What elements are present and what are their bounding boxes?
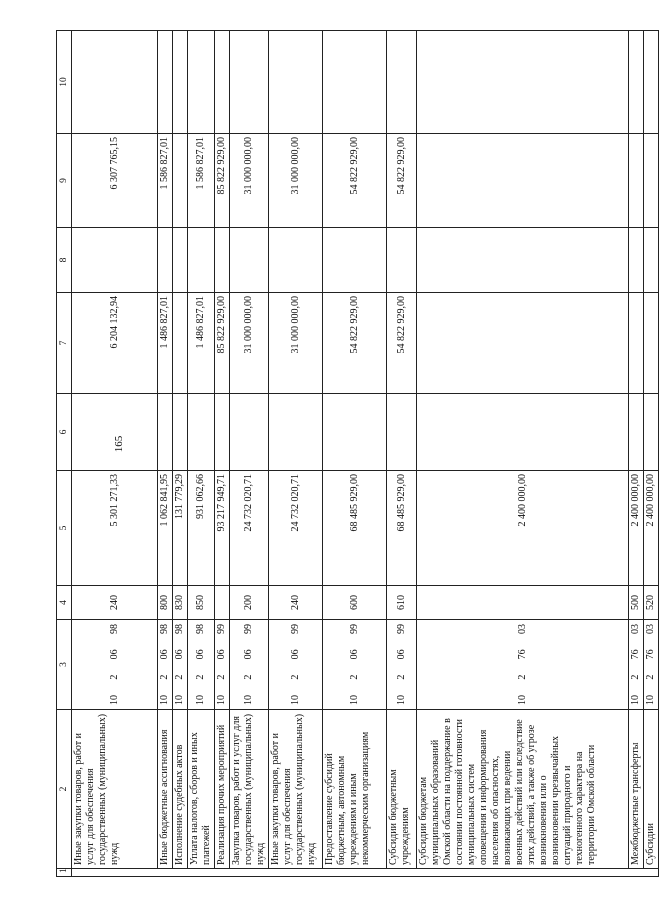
code-program: 2 bbox=[216, 674, 227, 680]
value-col7: 54 822 929,00 bbox=[387, 293, 417, 394]
code-subprogram: 06 bbox=[216, 649, 227, 660]
value-col10 bbox=[417, 31, 629, 134]
header-cell: 7 bbox=[57, 293, 72, 394]
code-item: 99 bbox=[395, 624, 407, 635]
expense-type: 600 bbox=[323, 586, 387, 620]
budget-codes bbox=[629, 620, 644, 710]
code-program: 2 bbox=[174, 674, 185, 680]
code-item: 98 bbox=[174, 624, 185, 635]
code-section: 10 bbox=[289, 695, 301, 705]
row-name: Субсидии бюджетам муниципальных образований Омской области на поддержание в состоянии постоянной готовности муниципальных систем оповещения и информирования населения об опасностях, возникающих при ведении военных действий или вследствие этих действий, а также об угрозе возникновения или о возникновении чрезвычайных ситуаций природного и техногенного характера на территории Омской области bbox=[417, 710, 629, 869]
value-col8 bbox=[323, 228, 387, 293]
value-col6 bbox=[323, 394, 387, 471]
code-item: 03 bbox=[516, 624, 528, 635]
code-subprogram: 76 bbox=[630, 649, 641, 660]
code-subprogram: 06 bbox=[289, 649, 301, 660]
value-col9: 85 822 929,00 bbox=[215, 134, 230, 228]
code-subprogram: 76 bbox=[645, 649, 656, 660]
value-col5: 24 732 020,71 bbox=[230, 471, 269, 586]
value-col9: 54 822 929,00 bbox=[323, 134, 387, 228]
table-row bbox=[72, 31, 158, 877]
value-col6 bbox=[158, 394, 173, 471]
expense-type: 200 bbox=[230, 586, 269, 620]
value-col6 bbox=[72, 394, 158, 471]
header-cell: 6 bbox=[57, 394, 72, 471]
code-program: 2 bbox=[108, 674, 120, 680]
value-col10 bbox=[188, 31, 215, 134]
row-name: Межбюджетные трансферты bbox=[629, 710, 644, 869]
code-section: 10 bbox=[174, 695, 185, 705]
page-number: 165 bbox=[113, 435, 125, 453]
expense-type: 800 bbox=[158, 586, 173, 620]
value-col6 bbox=[417, 394, 629, 471]
value-col7: 1 486 827,01 bbox=[188, 293, 215, 394]
code-item: 03 bbox=[645, 624, 656, 635]
value-col9: 1 586 827,01 bbox=[188, 134, 215, 228]
value-col9 bbox=[629, 134, 644, 228]
value-col5: 1 062 841,95 bbox=[158, 471, 173, 586]
code-item: 99 bbox=[216, 624, 227, 635]
value-col7: 1 486 827,01 bbox=[158, 293, 173, 394]
table-row bbox=[173, 31, 188, 877]
value-col6 bbox=[230, 394, 269, 471]
code-item: 99 bbox=[348, 624, 360, 635]
value-col6 bbox=[387, 394, 417, 471]
value-col7 bbox=[629, 293, 644, 394]
code-item: 98 bbox=[159, 624, 170, 635]
value-col7 bbox=[173, 293, 188, 394]
code-section: 10 bbox=[348, 695, 360, 705]
value-col8 bbox=[417, 228, 629, 293]
table-row bbox=[387, 31, 417, 877]
row-name: Субсидии bbox=[644, 710, 659, 869]
budget-table bbox=[56, 30, 659, 877]
budget-codes bbox=[72, 620, 158, 710]
header-cell: 5 bbox=[57, 471, 72, 586]
value-col10 bbox=[387, 31, 417, 134]
row-name: Закупка товаров, работ и услуг для государственных (муниципальных) нужд bbox=[230, 710, 269, 869]
value-col10 bbox=[230, 31, 269, 134]
code-program: 2 bbox=[516, 674, 528, 680]
value-col5: 2 400 000,00 bbox=[417, 471, 629, 586]
code-subprogram: 06 bbox=[159, 649, 170, 660]
value-col7: 6 204 132,94 bbox=[72, 293, 158, 394]
value-col7: 31 000 000,00 bbox=[269, 293, 323, 394]
code-program: 2 bbox=[159, 674, 170, 680]
code-section: 10 bbox=[645, 695, 656, 705]
code-program: 2 bbox=[289, 674, 301, 680]
table-row bbox=[230, 31, 269, 877]
code-section: 10 bbox=[243, 695, 254, 705]
value-col6 bbox=[269, 394, 323, 471]
header-row bbox=[57, 31, 72, 877]
value-col8 bbox=[158, 228, 173, 293]
rotated-table-container bbox=[56, 31, 656, 877]
code-item: 98 bbox=[195, 624, 206, 635]
budget-codes bbox=[269, 620, 323, 710]
code-subprogram: 06 bbox=[174, 649, 185, 660]
value-col6 bbox=[188, 394, 215, 471]
value-col5: 5 301 271,33 bbox=[72, 471, 158, 586]
value-col8 bbox=[644, 228, 659, 293]
value-col7: 54 822 929,00 bbox=[323, 293, 387, 394]
value-col5: 931 062,66 bbox=[188, 471, 215, 586]
budget-codes bbox=[230, 620, 269, 710]
value-col10 bbox=[215, 31, 230, 134]
value-col6 bbox=[629, 394, 644, 471]
value-col7 bbox=[417, 293, 629, 394]
code-item: 03 bbox=[630, 624, 641, 635]
table-row bbox=[215, 31, 230, 877]
value-col9: 54 822 929,00 bbox=[387, 134, 417, 228]
expense-type: 850 bbox=[188, 586, 215, 620]
expense-type: 240 bbox=[269, 586, 323, 620]
code-subprogram: 06 bbox=[348, 649, 360, 660]
table-row bbox=[323, 31, 387, 877]
value-col5: 68 485 929,00 bbox=[387, 471, 417, 586]
expense-type: 500 bbox=[629, 586, 644, 620]
row-name: Предоставление субсидий бюджетным, автономным учреждениям и иным некоммерческим организациям bbox=[323, 710, 387, 869]
code-program: 2 bbox=[195, 674, 206, 680]
value-col9 bbox=[644, 134, 659, 228]
value-col10 bbox=[269, 31, 323, 134]
value-col8 bbox=[629, 228, 644, 293]
value-col5: 24 732 020,71 bbox=[269, 471, 323, 586]
value-col9: 31 000 000,00 bbox=[269, 134, 323, 228]
code-program: 2 bbox=[630, 674, 641, 680]
row-name: Реализация прочих мероприятий bbox=[215, 710, 230, 869]
row-name: Иные бюджетные ассигнования bbox=[158, 710, 173, 869]
expense-type bbox=[417, 586, 629, 620]
expense-type: 240 bbox=[72, 586, 158, 620]
header-cell: 2 bbox=[57, 710, 72, 869]
table-row bbox=[188, 31, 215, 877]
value-col9: 31 000 000,00 bbox=[230, 134, 269, 228]
code-section: 10 bbox=[516, 695, 528, 705]
code-item: 99 bbox=[289, 624, 301, 635]
code-section: 10 bbox=[108, 695, 120, 705]
code-program: 2 bbox=[645, 674, 656, 680]
value-col8 bbox=[173, 228, 188, 293]
code-subprogram: 76 bbox=[516, 649, 528, 660]
code-section: 10 bbox=[195, 695, 206, 705]
value-col6 bbox=[215, 394, 230, 471]
header-cell: 3 bbox=[57, 620, 72, 710]
row-name: Иные закупки товаров, работ и услуг для обеспечения государственных (муниципальных) нужд bbox=[72, 710, 158, 869]
budget-codes bbox=[173, 620, 188, 710]
code-program: 2 bbox=[348, 674, 360, 680]
header-cell: 4 bbox=[57, 586, 72, 620]
table-row bbox=[417, 31, 629, 877]
code-section: 10 bbox=[159, 695, 170, 705]
row-name: Уплата налогов, сборов и иных платежей bbox=[188, 710, 215, 869]
expense-type bbox=[215, 586, 230, 620]
code-program: 2 bbox=[395, 674, 407, 680]
header-cell: 1 bbox=[57, 869, 72, 877]
code-item: 98 bbox=[108, 624, 120, 635]
value-col8 bbox=[188, 228, 215, 293]
value-col5: 68 485 929,00 bbox=[323, 471, 387, 586]
table-row bbox=[629, 31, 644, 877]
value-col8 bbox=[230, 228, 269, 293]
budget-codes bbox=[417, 620, 629, 710]
value-col8 bbox=[269, 228, 323, 293]
code-subprogram: 06 bbox=[395, 649, 407, 660]
expense-type: 520 bbox=[644, 586, 659, 620]
value-col5: 93 217 949,71 bbox=[215, 471, 230, 586]
row-name: Иные закупки товаров, работ и услуг для обеспечения государственных (муниципальных) нужд bbox=[269, 710, 323, 869]
value-col7 bbox=[644, 293, 659, 394]
budget-codes bbox=[215, 620, 230, 710]
value-col10 bbox=[644, 31, 659, 134]
table-row bbox=[644, 31, 659, 877]
code-section: 10 bbox=[395, 695, 407, 705]
value-col9 bbox=[417, 134, 629, 228]
table-row bbox=[158, 31, 173, 877]
value-col8 bbox=[72, 228, 158, 293]
blank-cell bbox=[72, 869, 659, 877]
value-col10 bbox=[323, 31, 387, 134]
budget-codes bbox=[188, 620, 215, 710]
budget-codes bbox=[387, 620, 417, 710]
value-col9: 1 586 827,01 bbox=[158, 134, 173, 228]
code-program: 2 bbox=[243, 674, 254, 680]
value-col9 bbox=[173, 134, 188, 228]
code-subprogram: 06 bbox=[108, 649, 120, 660]
header-cell: 10 bbox=[57, 31, 72, 134]
value-col10 bbox=[629, 31, 644, 134]
code-subprogram: 06 bbox=[195, 649, 206, 660]
expense-type: 610 bbox=[387, 586, 417, 620]
value-col5: 2 400 000,00 bbox=[644, 471, 659, 586]
value-col6 bbox=[173, 394, 188, 471]
budget-codes bbox=[323, 620, 387, 710]
header-cell: 9 bbox=[57, 134, 72, 228]
expense-type: 830 bbox=[173, 586, 188, 620]
code-section: 10 bbox=[216, 695, 227, 705]
row-name: Исполнение судебных актов bbox=[173, 710, 188, 869]
value-col5: 131 779,29 bbox=[173, 471, 188, 586]
table-row bbox=[269, 31, 323, 877]
code-section: 10 bbox=[630, 695, 641, 705]
budget-codes bbox=[644, 620, 659, 710]
header-cell: 8 bbox=[57, 228, 72, 293]
value-col6 bbox=[644, 394, 659, 471]
code-subprogram: 06 bbox=[243, 649, 254, 660]
value-col7: 85 822 929,00 bbox=[215, 293, 230, 394]
value-col5: 2 400 000,00 bbox=[629, 471, 644, 586]
value-col7: 31 000 000,00 bbox=[230, 293, 269, 394]
value-col8 bbox=[387, 228, 417, 293]
value-col10 bbox=[173, 31, 188, 134]
value-col10 bbox=[158, 31, 173, 134]
budget-codes bbox=[158, 620, 173, 710]
row-name: Субсидии бюджетным учреждениям bbox=[387, 710, 417, 869]
code-item: 99 bbox=[243, 624, 254, 635]
value-col8 bbox=[215, 228, 230, 293]
value-col10 bbox=[72, 31, 158, 134]
value-col9: 6 307 765,15 bbox=[72, 134, 158, 228]
